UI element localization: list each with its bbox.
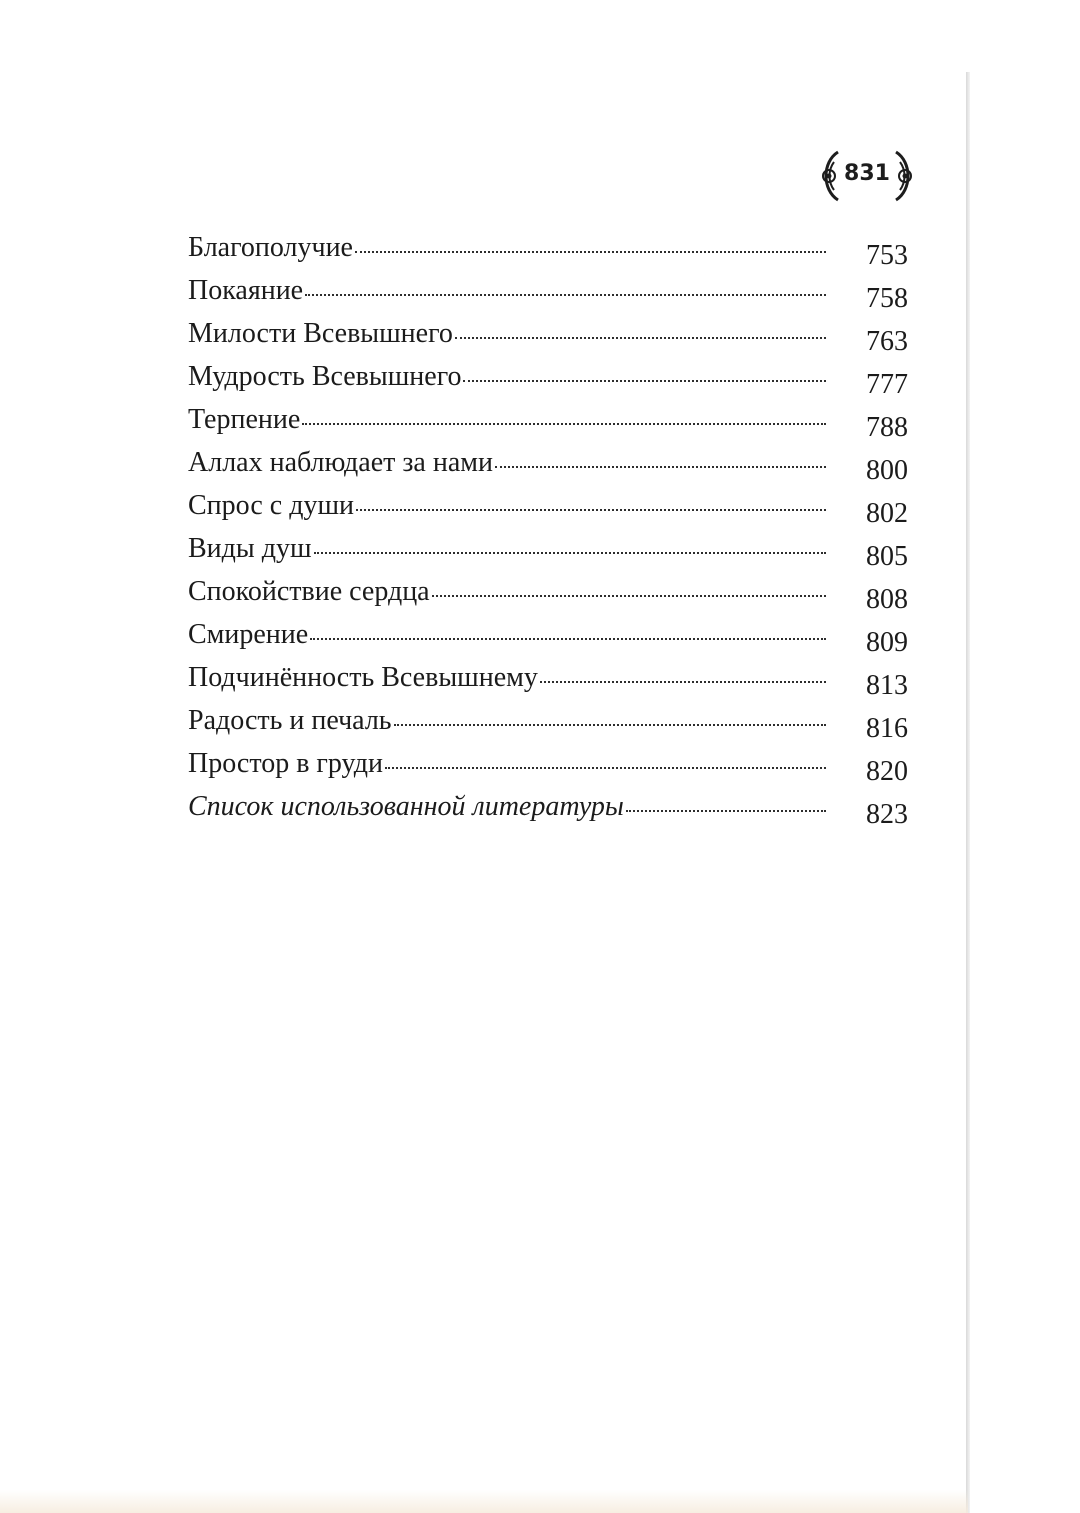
toc-entry bbox=[188, 355, 912, 398]
toc-entry-page: 753 bbox=[866, 240, 908, 271]
toc-entry-title: Радость и печаль bbox=[188, 705, 392, 736]
toc-dot-leader bbox=[314, 550, 826, 554]
toc-entry-page: 809 bbox=[866, 627, 908, 658]
toc-entry-title: Виды душ bbox=[188, 533, 312, 564]
toc-dot-leader bbox=[356, 507, 826, 511]
toc-entry-page: 802 bbox=[866, 498, 908, 529]
toc-entry-title: Смирение bbox=[188, 619, 309, 650]
toc-dot-leader bbox=[394, 722, 826, 726]
toc-entry bbox=[188, 656, 912, 699]
toc-dot-leader bbox=[355, 249, 826, 253]
toc-dot-leader bbox=[385, 765, 826, 769]
toc-entry-page: 777 bbox=[866, 369, 908, 400]
toc-dot-leader bbox=[540, 679, 826, 683]
toc-entry bbox=[188, 699, 912, 742]
toc-entry-page: 823 bbox=[866, 799, 908, 830]
toc-entry bbox=[188, 613, 912, 656]
toc-entry-page: 813 bbox=[866, 670, 908, 701]
toc-entry-page: 816 bbox=[866, 713, 908, 744]
toc-entry bbox=[188, 527, 912, 570]
toc-entry-page: 800 bbox=[866, 455, 908, 486]
page-edge-shadow bbox=[966, 72, 970, 1513]
page-number: 831 bbox=[844, 161, 890, 186]
toc-dot-leader bbox=[455, 335, 826, 339]
toc-entry-title: Спрос с души bbox=[188, 490, 355, 521]
toc-entry bbox=[188, 785, 912, 828]
toc-entry-page: 758 bbox=[866, 283, 908, 314]
toc-entry-page: 820 bbox=[866, 756, 908, 787]
toc-entry bbox=[188, 441, 912, 484]
toc-entry-page: 805 bbox=[866, 541, 908, 572]
toc-entry-title: Список использованной литературы bbox=[188, 791, 624, 822]
table-of-contents bbox=[188, 226, 912, 828]
toc-entry-title: Аллах наблюдает за нами bbox=[188, 447, 493, 478]
toc-entry bbox=[188, 312, 912, 355]
toc-entry bbox=[188, 398, 912, 441]
toc-entry bbox=[188, 484, 912, 527]
toc-dot-leader bbox=[305, 292, 826, 296]
toc-entry-title: Подчинённость Всевышнему bbox=[188, 662, 538, 693]
toc-dot-leader bbox=[495, 464, 826, 468]
toc-entry bbox=[188, 570, 912, 613]
toc-entry-title: Простор в груди bbox=[188, 748, 384, 779]
toc-entry-page: 788 bbox=[866, 412, 908, 443]
page-bottom-tint bbox=[0, 1490, 968, 1513]
toc-entry bbox=[188, 269, 912, 312]
toc-entry-title: Покаяние bbox=[188, 275, 304, 306]
toc-dot-leader bbox=[302, 421, 826, 425]
page-number-ornament bbox=[816, 150, 918, 202]
toc-entry bbox=[188, 226, 912, 269]
toc-dot-leader bbox=[310, 636, 826, 640]
toc-dot-leader bbox=[463, 378, 826, 382]
toc-entry-title: Терпение bbox=[188, 404, 301, 435]
toc-dot-leader bbox=[626, 808, 826, 812]
toc-entry-title: Милости Всевышнего bbox=[188, 318, 453, 349]
toc-entry-page: 763 bbox=[866, 326, 908, 357]
toc-entry-page: 808 bbox=[866, 584, 908, 615]
toc-entry-title: Спокойствие сердца bbox=[188, 576, 430, 607]
toc-entry bbox=[188, 742, 912, 785]
toc-dot-leader bbox=[432, 593, 826, 597]
toc-entry-title: Благополучие bbox=[188, 232, 353, 263]
toc-entry-title: Мудрость Всевышнего bbox=[188, 361, 462, 392]
